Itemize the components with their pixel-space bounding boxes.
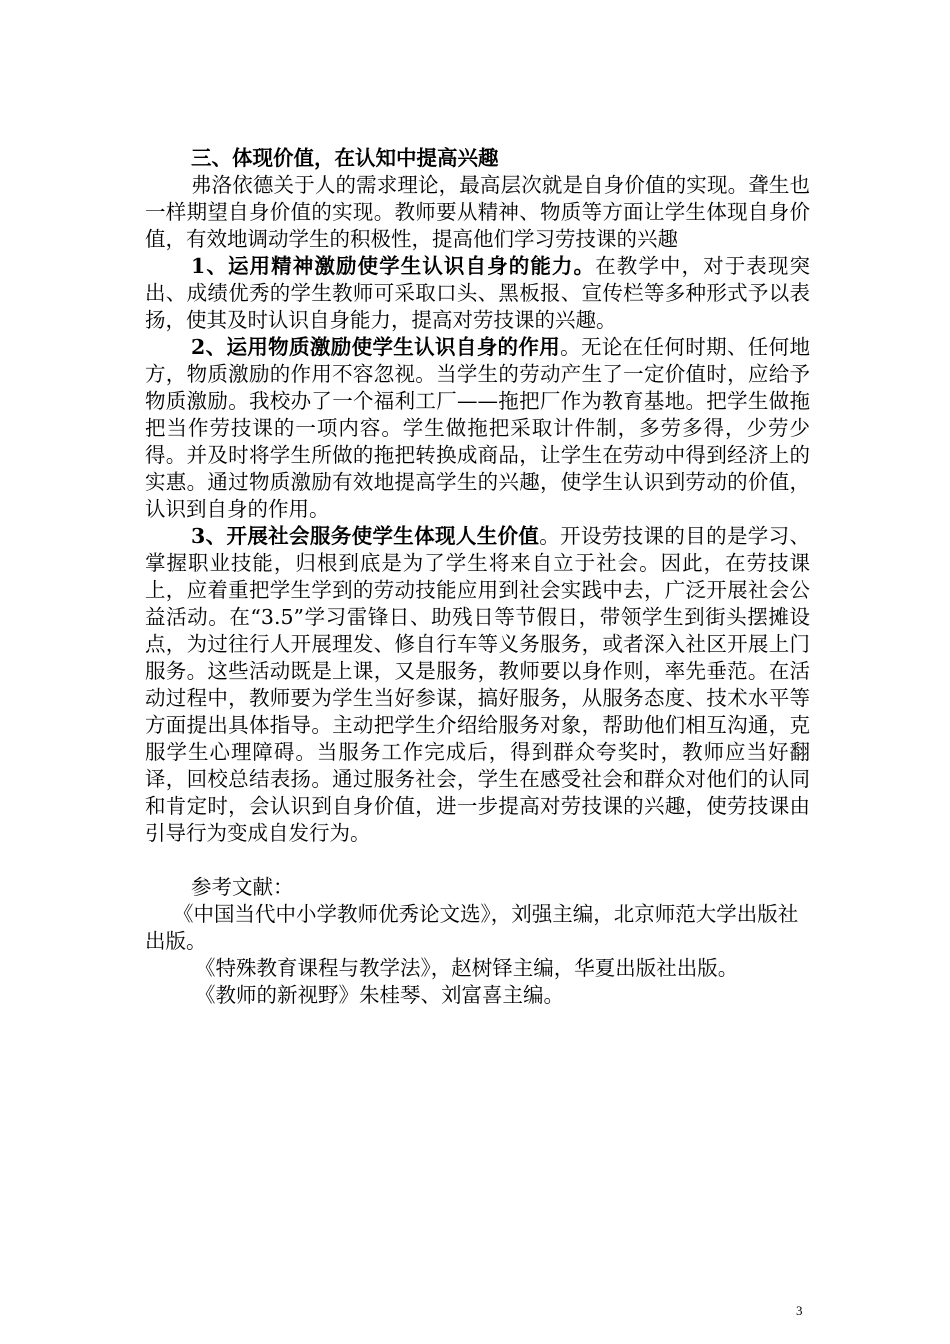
paragraph-1-heading: 1、运用精神激励使学生认识自身的能力。 [191,254,596,278]
reference-item: 《中国当代中小学教师优秀论文选》，刘强主编，北京师范大学出版社出版。 [145,902,799,953]
intro-paragraph: 弗洛依德关于人的需求理论，最高层次就是自身价值的实现。聋生也一样期望自身价值的实现。教师要从精神、物质等方面让学生体现自身价值，有效地调动学生的积极性，提高他们学习劳技课的兴趣 [145,173,810,251]
body-text [145,145,810,1009]
paragraph-1-text: 在教学中，对于表现突出、成绩优秀的学生教师可采取口头、黑板报、宣传栏等多种形式予以表扬，使其及时认识自身能力，提高对劳技课的兴趣。 [145,254,811,332]
paragraph-2-text: 。无论在任何时期、任何地方，物质激励的作用不容忽视。当学生的劳动产生了一定价值时，应给予物质激励。我校办了一个福利工厂——拖把厂作为教育基地。把学生做拖把当作劳技课的一项内容。学生做拖把采取计件制，多劳多得，少劳少得。并及时将学生所做的拖把转换成商品，让学生在劳动中得到经济上的实惠。通过物质激励有效地提高学生的兴趣，使学生认识到劳动的价值，认识到自身的作用。 [145,335,811,521]
spacer [145,847,810,874]
paragraph-3-heading: 3、开展社会服务使学生体现人生价值 [191,524,540,548]
paragraph-1 [145,253,810,334]
paragraph-3 [145,523,810,847]
paragraph-3-text: 。开设劳技课的目的是学习、掌握职业技能，归根到底是为了学生将来自立于社会。因此，在劳技课上，应着重把学生学到的劳动技能应用到社会实践中去，广泛开展社会公益活动。在“3.5”学习雷锋日、助残日等节假日，带领学生到街头摆摊设点，为过往行人开展理发、修自行车等义务服务，或者深入社区开展上门服务。这些活动既是上课，又是服务，教师要以身作则，率先垂范。在活动过程中，教师要为学生当好参谋，搞好服务，从服务态度、技术水平等方面提出具体指导。主动把学生介绍给服务对象，帮助他们相互沟通，克服学生心理障碍。当服务工作完成后，得到群众夸奖时，教师应当好翻译，回校总结表扬。通过服务社会，学生在感受社会和群众对他们的认同和肯定时，会认识到自身价值，进一步提高对劳技课的兴趣，使劳技课由引导行为变成自发行为。 [145,524,810,845]
references-label: 参考文献： [191,875,294,899]
reference-item: 《教师的新视野》朱桂琴、刘富喜主编。 [195,983,564,1007]
paragraph-2 [145,334,810,523]
reference-item: 《特殊教育课程与教学法》，赵树铎主编，华夏出版社出版。 [195,956,739,980]
section-heading: 三、体现价值，在认知中提高兴趣 [191,146,499,170]
paragraph-2-heading: 2、运用物质激励使学生认识自身的作用 [191,335,561,359]
page-number: 3 [796,1303,803,1318]
